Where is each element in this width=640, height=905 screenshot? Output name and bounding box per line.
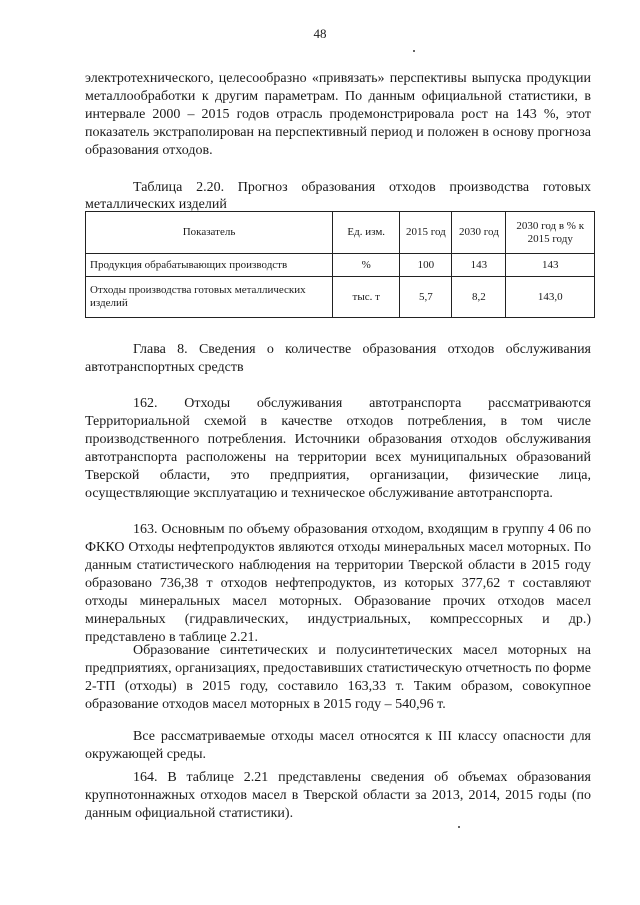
paragraph-162: 162. Отходы обслуживания автотранспорта рассматриваются Территориальной схемой в качестве отходов потребления, в том числе производственного потребления. Источники образования отходов обслуживания автотранспорта расположены на территории всех муниципальных образований Тверской области, это предприятия, организации, физические лица, осуществляющие эксплуатацию и техническое обслуживание автотранспорта.: [85, 396, 591, 501]
table-cell: Продукция обрабатывающих производств: [86, 254, 333, 277]
table-cell: 143: [452, 254, 506, 277]
paragraph-164: 164. В таблице 2.21 представлены сведения об объемах образования крупнотоннажных отходов масел в Тверской области за 2013, 2014, 2015 годы (по данным официальной статистики).: [85, 770, 591, 821]
scan-speck: [413, 50, 415, 52]
table-cell: 100: [400, 254, 452, 277]
table-cell: 5,7: [400, 277, 452, 318]
page-number: 48: [313, 26, 327, 41]
table-cell: 8,2: [452, 277, 506, 318]
table-header-cell: Ед. изм.: [333, 212, 400, 254]
chapter-heading: [85, 341, 591, 377]
table-row: [86, 277, 595, 318]
table-cell: 143: [506, 254, 595, 277]
table-cell: 143,0: [506, 277, 595, 318]
table-header-cell: Показатель: [86, 212, 333, 254]
paragraph-hazard-class: Все рассматриваемые отходы масел относятся к III классу опасности для окружающей среды.: [85, 729, 591, 762]
table-header-cell: 2015 год: [400, 212, 452, 254]
intro-paragraph: электротехнического, целесообразно «привязать» перспективы выпуска продукции металлообработки к другим параметрам. По данным официальной статистики, в интервале 2000 – 2015 годов отрасль продемонстрировала рост на 143 %, этот показатель экстраполирован на перспективный период и положен в основу прогноза образования отходов.: [85, 71, 591, 158]
table-caption-text: Таблица 2.20. Прогноз образования отходов производства готовых металлических изделий: [85, 180, 591, 212]
scan-speck: [458, 826, 460, 828]
paragraph-synthetic-oils: Образование синтетических и полусинтетических масел моторных на предприятиях, организациях, предоставивших статистическую отчетность по форме 2-ТП (отходы) в 2015 году, составило 163,33 т. Таким образом, совокупное образование отходов масел моторных в 2015 году – 540,96 т.: [85, 643, 591, 712]
forecast-table: [85, 211, 595, 318]
table-header-row: [86, 212, 595, 254]
table-cell: тыс. т: [333, 277, 400, 318]
table-row: [86, 254, 595, 277]
paragraph-163: 163. Основным по объему образования отходом, входящим в группу 4 06 по ФККО Отходы нефтепродуктов являются отходы минеральных масел моторных. По данным статистического наблюдения на территории Тверской области в 2015 году образовано 736,38 т отходов нефтепродуктов, из которых 377,62 т составляют отходы минеральных масел моторных. Образование прочих отходов масел минеральных (гидравлических, индустриальных, компрессорных и др.) представлено в таблице 2.21.: [85, 522, 591, 645]
table-caption: [85, 179, 591, 213]
table-cell: %: [333, 254, 400, 277]
table-header-cell: 2030 год в % к 2015 году: [506, 212, 595, 254]
table-header-cell: 2030 год: [452, 212, 506, 254]
table-cell: Отходы производства готовых металлических изделий: [86, 277, 333, 318]
chapter-heading-text: Глава 8. Сведения о количестве образования отходов обслуживания автотранспортных средств: [85, 342, 591, 375]
